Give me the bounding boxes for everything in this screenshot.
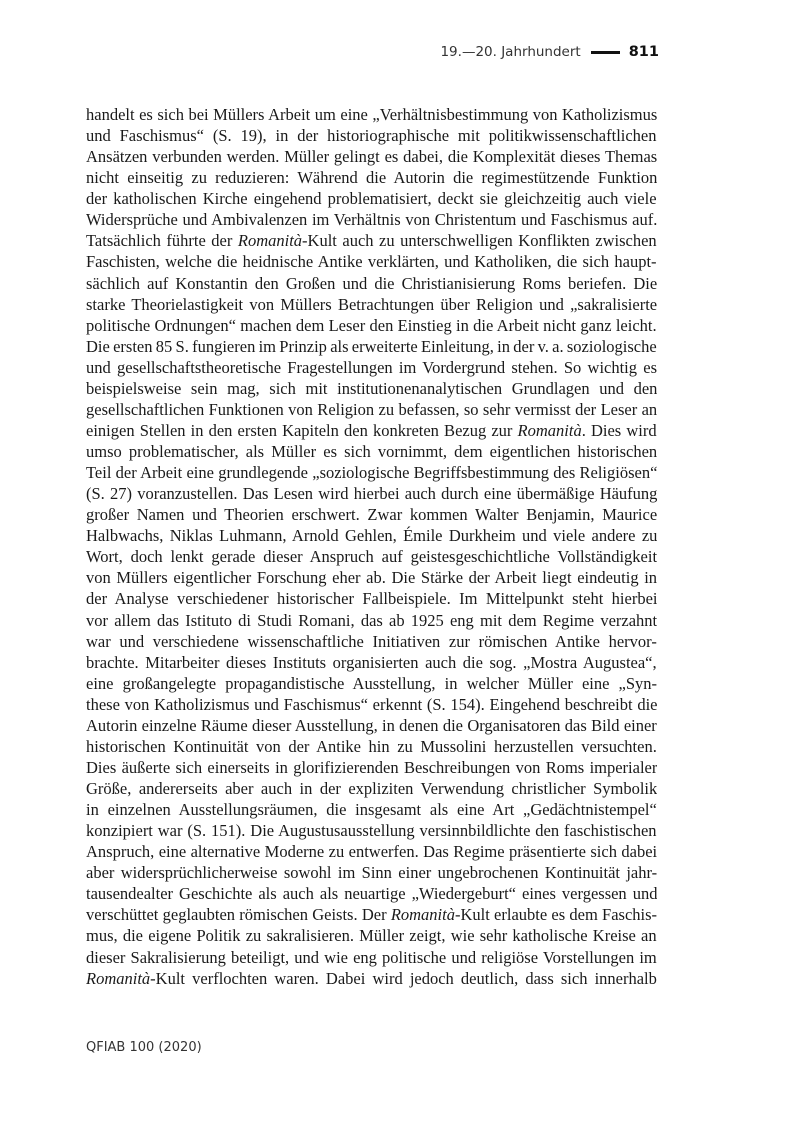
body-line: Tatsächlich führte der Romanità-Kult auch zu unterschwelligen Konflikten zwischen bbox=[86, 231, 657, 251]
body-line: brachte. Mitarbeiter dieses Instituts organisierten auch die sog. „Mostra Augustea“, bbox=[86, 652, 657, 672]
body-line: in einzelnen Ausstellungsräumen, die insgesamt als eine Art „Gedächtnistempel“ bbox=[86, 800, 657, 820]
body-line: von Müllers eigentlicher Forschung eher ab. Die Stärke der Arbeit liegt eindeutig in bbox=[86, 568, 657, 588]
body-line: sächlich auf Konstantin den Großen und die Christianisierung Roms beriefen. Die bbox=[86, 273, 657, 293]
body-line: beispielsweise sein mag, sich mit institutionenanalytischen Grundlagen und den bbox=[86, 378, 657, 398]
body-line: vor allem das Istituto di Studi Romani, das ab 1925 eng mit dem Regime verzahnt bbox=[86, 610, 657, 630]
body-line: nicht einseitig zu reduzieren: Während die Autorin die regimestützende Funktion bbox=[86, 168, 657, 188]
body-line: Wort, doch lenkt gerade dieser Anspruch auf geistesgeschichtliche Vollständigkeit bbox=[86, 547, 657, 567]
journal-footer: QFIAB 100 (2020) bbox=[86, 1040, 202, 1055]
body-line: Größe, andererseits aber auch in der expliziten Verwendung christlicher Symbolik bbox=[86, 779, 657, 798]
body-line: der Analyse verschiedener historischer Fallbeispiele. Im Mittelpunkt steht hierbei bbox=[86, 589, 657, 609]
body-line: großer Namen und Theorien erschwert. Zwar kommen Walter Benjamin, Maurice bbox=[86, 505, 657, 525]
body-line: einigen Stellen in den ersten Kapiteln den konkreten Bezug zur Romanità. Dies wird bbox=[86, 420, 657, 440]
body-line: Autorin einzelne Räume dieser Ausstellung, in denen die Organisatoren das Bild einer bbox=[86, 715, 657, 735]
body-line: dieser Sakralisierung beteiligt, und wie eng politische und religiöse Vorstellungen im bbox=[86, 947, 657, 967]
body-line: der katholischen Kirche eingehend problematisiert, deckt sie gleichzeitig auch viele bbox=[86, 189, 657, 209]
body-line: und Faschismus“ (S. 19), in der historiographische mit politikwissenschaftlichen bbox=[86, 126, 657, 146]
body-line: historischen Kontinuität von der Antike hin zu Mussolini herzustellen versuchten. bbox=[86, 736, 657, 756]
body-line: Romanità-Kult verflochten waren. Dabei wird jedoch deutlich, dass sich innerhalb bbox=[86, 968, 657, 988]
body-line: starke Theorielastigkeit von Müllers Betrachtungen über Religion und „sakralisierte bbox=[86, 294, 657, 314]
body-line: politische Ordnungen“ machen dem Leser den Einstieg in die Arbeit nicht ganz leicht. bbox=[86, 315, 657, 335]
body-line: (S. 27) voranzustellen. Das Lesen wird hierbei auch durch eine übermäßige Häufung bbox=[86, 484, 657, 504]
body-line: mus, die eigene Politik zu sakralisieren. Müller zeigt, wie sehr katholische Kreise an bbox=[86, 926, 657, 946]
body-line: Halbwachs, Niklas Luhmann, Arnold Gehlen, Émile Durkheim und viele andere zu bbox=[86, 526, 657, 546]
body-line: Dies äußerte sich einerseits in glorifizierenden Beschreibungen von Roms imperialer bbox=[86, 757, 657, 777]
body-line: Die ersten 85 S. fungieren im Prinzip als erweiterte Einleitung, in der v. a. soziologische bbox=[86, 336, 657, 356]
running-head bbox=[440, 44, 659, 60]
body-line: Teil der Arbeit eine grundlegende „soziologische Begriffsbestimmung des Religiösen“ bbox=[86, 463, 657, 483]
running-head-section: 19.—20. Jahrhundert bbox=[440, 44, 581, 60]
body-text bbox=[86, 104, 657, 989]
body-line: Anspruch, eine alternative Moderne zu entwerfen. Das Regime präsentierte sich dabei bbox=[86, 842, 657, 862]
body-line: handelt es sich bei Müllers Arbeit um eine „Verhältnisbestimmung von Katholizismus bbox=[86, 105, 657, 124]
header-rule bbox=[591, 51, 620, 54]
body-line: umso problematischer, als Müller es sich vornimmt, dem eigentlichen historischen bbox=[86, 442, 657, 461]
body-line: Faschisten, welche die heidnische Antike verklärten, und Katholiken, die sich haupt- bbox=[86, 252, 657, 272]
body-line: tausendealter Geschichte als auch als neuartige „Wiedergeburt“ eines vergessen und bbox=[86, 884, 657, 904]
body-line: Ansätzen verbunden werden. Müller gelingt es dabei, die Komplexität dieses Themas bbox=[86, 147, 657, 167]
body-line: und gesellschaftstheoretische Fragestellungen im Vordergrund stehen. So wichtig es bbox=[86, 357, 657, 377]
body-line: Widersprüche und Ambivalenzen im Verhältnis von Christentum und Faschismus auf. bbox=[86, 210, 657, 230]
page-number: 811 bbox=[628, 44, 659, 60]
body-line: eine großangelegte propagandistische Ausstellung, in welcher Müller eine „Syn- bbox=[86, 673, 657, 693]
body-line: aber widersprüchlicherweise sowohl im Sinn einer ungebrochenen Kontinuität jahr- bbox=[86, 863, 657, 883]
body-line: war und verschiedene wissenschaftliche Initiativen zur römischen Antike hervor- bbox=[86, 631, 657, 651]
body-line: these von Katholizismus und Faschismus“ erkennt (S. 154). Eingehend beschreibt die bbox=[86, 694, 657, 714]
body-line: konzipiert war (S. 151). Die Augustusausstellung versinnbildlichte den faschistischen bbox=[86, 821, 657, 841]
body-line: gesellschaftlichen Funktionen von Religion zu befassen, so sehr vermisst der Leser an bbox=[86, 399, 657, 419]
body-line: verschüttet geglaubten römischen Geists. Der Romanità-Kult erlaubte es dem Faschis- bbox=[86, 905, 657, 925]
